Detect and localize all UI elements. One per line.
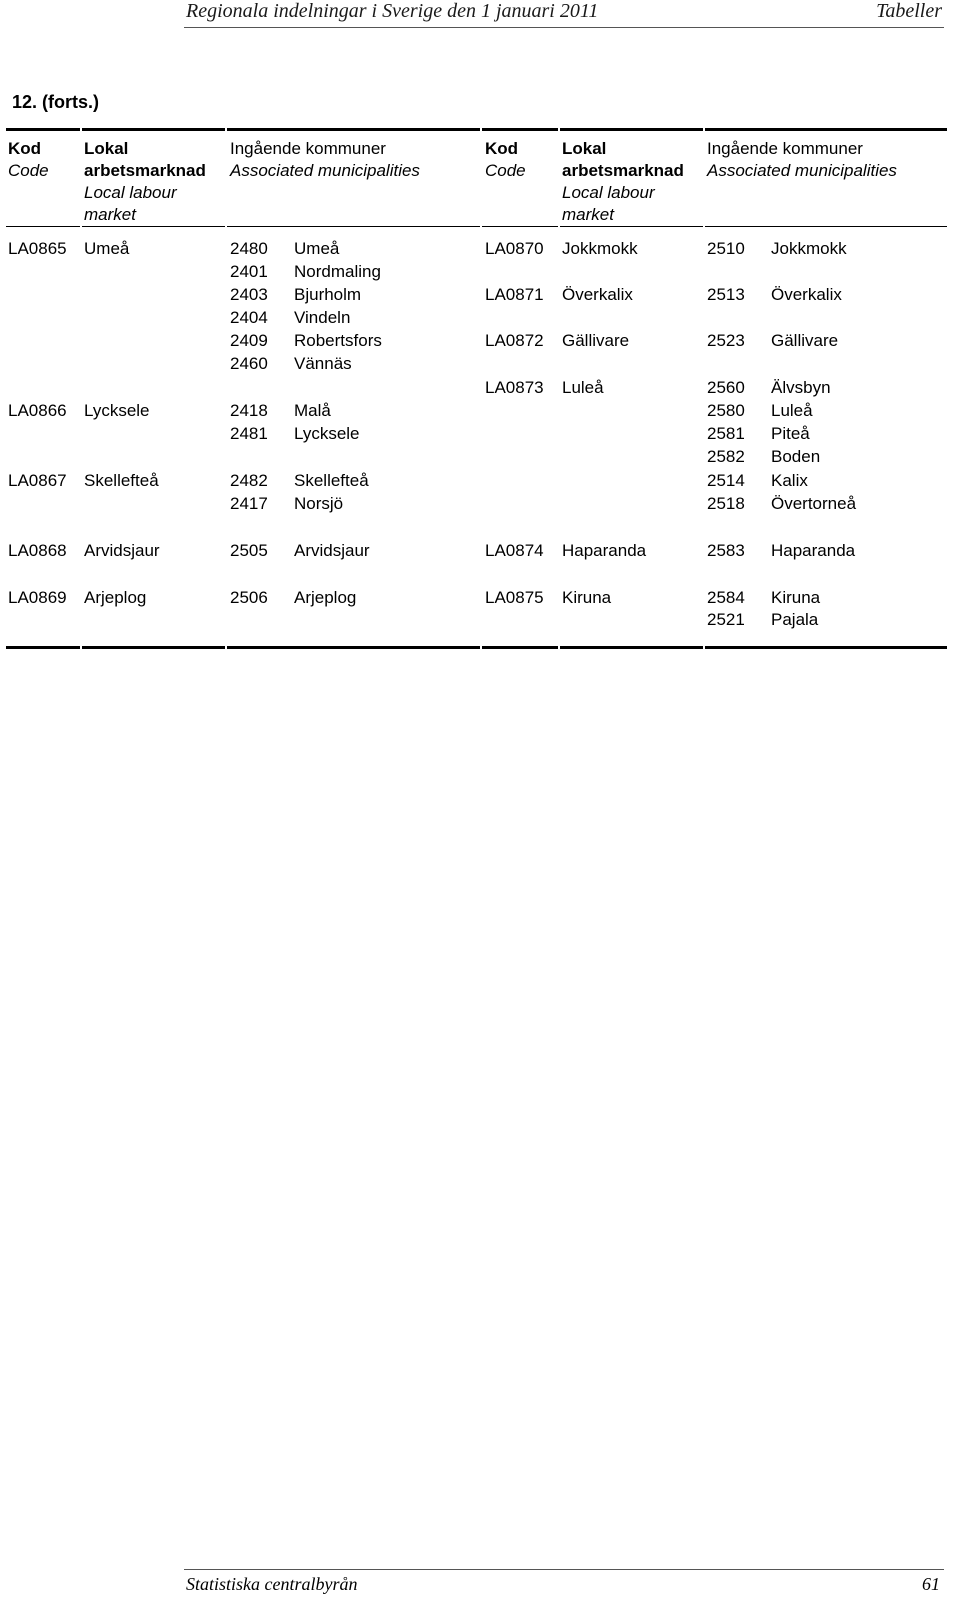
running-header-title: Regionala indelningar i Sverige den 1 januari 2011: [186, 0, 599, 22]
muni-code: 2560: [707, 378, 745, 397]
top-rule: [482, 128, 558, 131]
top-rule: [227, 128, 480, 131]
muni-code: 2418: [230, 401, 268, 420]
muni-name: Malå: [294, 401, 331, 420]
muni-name: Haparanda: [771, 541, 856, 560]
col-header-associated: Associated municipalities: [707, 161, 897, 180]
bottom-rule: [6, 646, 80, 649]
col-header-local-labour: Local labour: [562, 183, 655, 202]
region-code: LA0872: [485, 331, 544, 350]
muni-code: 2505: [230, 541, 268, 560]
region-code: LA0874: [485, 541, 544, 560]
col-header-kod: Kod: [8, 139, 42, 158]
region-code: LA0865: [8, 239, 67, 258]
col-header-code: Code: [8, 161, 49, 180]
region-code: LA0870: [485, 239, 544, 258]
region-name: Arvidsjaur: [84, 541, 160, 560]
muni-name: Arjeplog: [294, 588, 357, 607]
header-rule-bottom: [82, 226, 225, 227]
muni-name: Pajala: [771, 610, 819, 629]
muni-name: Jokkmokk: [771, 239, 847, 258]
muni-name: Luleå: [771, 401, 813, 420]
col-header-arbetsmarknad: arbetsmarknad: [562, 161, 684, 180]
region-code: LA0871: [485, 285, 544, 304]
muni-name: Vindeln: [294, 308, 351, 327]
muni-name: Bjurholm: [294, 285, 362, 304]
muni-code: 2584: [707, 588, 745, 607]
region-code: LA0866: [8, 401, 67, 420]
col-header-market: market: [562, 205, 614, 224]
running-header-section: Tabeller: [876, 0, 942, 22]
region-name: Skellefteå: [84, 471, 159, 490]
muni-name: Nordmaling: [294, 262, 381, 281]
region-name: Lycksele: [84, 401, 150, 420]
muni-code: 2460: [230, 354, 268, 373]
muni-name: Kiruna: [771, 588, 821, 607]
top-rule: [705, 128, 947, 131]
muni-name: Gällivare: [771, 331, 839, 350]
muni-code: 2518: [707, 494, 745, 513]
header-rule-bottom: [705, 226, 947, 227]
muni-code: 2580: [707, 401, 745, 420]
muni-code: 2481: [230, 424, 268, 443]
muni-code: 2482: [230, 471, 268, 490]
muni-code: 2583: [707, 541, 745, 560]
region-name: Haparanda: [562, 541, 647, 560]
col-header-ingaende: Ingående kommuner: [230, 139, 386, 158]
footer-rule: [184, 1569, 944, 1570]
col-header-kod: Kod: [485, 139, 519, 158]
muni-code: 2417: [230, 494, 268, 513]
region-name: Umeå: [84, 239, 130, 258]
header-rule-bottom: [482, 226, 558, 227]
col-header-local-labour: Local labour: [84, 183, 177, 202]
header-rule: [184, 27, 944, 28]
muni-code: 2513: [707, 285, 745, 304]
muni-name: Arvidsjaur: [294, 541, 370, 560]
region-code: LA0869: [8, 588, 67, 607]
muni-name: Boden: [771, 447, 821, 466]
col-header-ingaende: Ingående kommuner: [707, 139, 863, 158]
region-name: Kiruna: [562, 588, 612, 607]
region-name: Jokkmokk: [562, 239, 638, 258]
muni-code: 2521: [707, 610, 745, 629]
col-header-arbetsmarknad: arbetsmarknad: [84, 161, 206, 180]
col-header-associated: Associated municipalities: [230, 161, 420, 180]
top-rule: [6, 128, 80, 131]
muni-code: 2581: [707, 424, 745, 443]
region-name: Överkalix: [562, 285, 633, 304]
col-header-lokal: Lokal: [84, 139, 129, 158]
col-header-lokal: Lokal: [562, 139, 607, 158]
top-rule: [82, 128, 225, 131]
muni-name: Övertorneå: [771, 494, 857, 513]
header-rule-bottom: [227, 226, 480, 227]
muni-name: Norsjö: [294, 494, 344, 513]
page-number: 61: [922, 1574, 940, 1594]
region-code: LA0873: [485, 378, 544, 397]
muni-code: 2480: [230, 239, 268, 258]
muni-code: 2401: [230, 262, 268, 281]
muni-name: Robertsfors: [294, 331, 382, 350]
muni-name: Vännäs: [294, 354, 352, 373]
muni-code: 2510: [707, 239, 745, 258]
region-code: LA0867: [8, 471, 67, 490]
table-title: 12. (forts.): [12, 92, 100, 112]
bottom-rule: [705, 646, 947, 649]
muni-code: 2409: [230, 331, 268, 350]
region-code: LA0868: [8, 541, 67, 560]
muni-name: Lycksele: [294, 424, 360, 443]
muni-code: 2404: [230, 308, 268, 327]
muni-code: 2582: [707, 447, 745, 466]
bottom-rule: [560, 646, 703, 649]
col-header-code: Code: [485, 161, 526, 180]
muni-code: 2523: [707, 331, 745, 350]
col-header-market: market: [84, 205, 136, 224]
muni-name: Älvsbyn: [771, 378, 831, 397]
bottom-rule: [482, 646, 558, 649]
header-rule-bottom: [6, 226, 80, 227]
footer-publisher: Statistiska centralbyrån: [186, 1574, 358, 1594]
header-rule-bottom: [560, 226, 703, 227]
muni-code: 2514: [707, 471, 745, 490]
bottom-rule: [82, 646, 225, 649]
top-rule: [560, 128, 703, 131]
muni-name: Piteå: [771, 424, 810, 443]
muni-code: 2403: [230, 285, 268, 304]
muni-name: Skellefteå: [294, 471, 369, 490]
region-name: Gällivare: [562, 331, 630, 350]
bottom-rule: [227, 646, 480, 649]
region-name: Luleå: [562, 378, 604, 397]
region-name: Arjeplog: [84, 588, 147, 607]
muni-name: Umeå: [294, 239, 340, 258]
muni-name: Kalix: [771, 471, 808, 490]
muni-code: 2506: [230, 588, 268, 607]
region-code: LA0875: [485, 588, 544, 607]
muni-name: Överkalix: [771, 285, 842, 304]
